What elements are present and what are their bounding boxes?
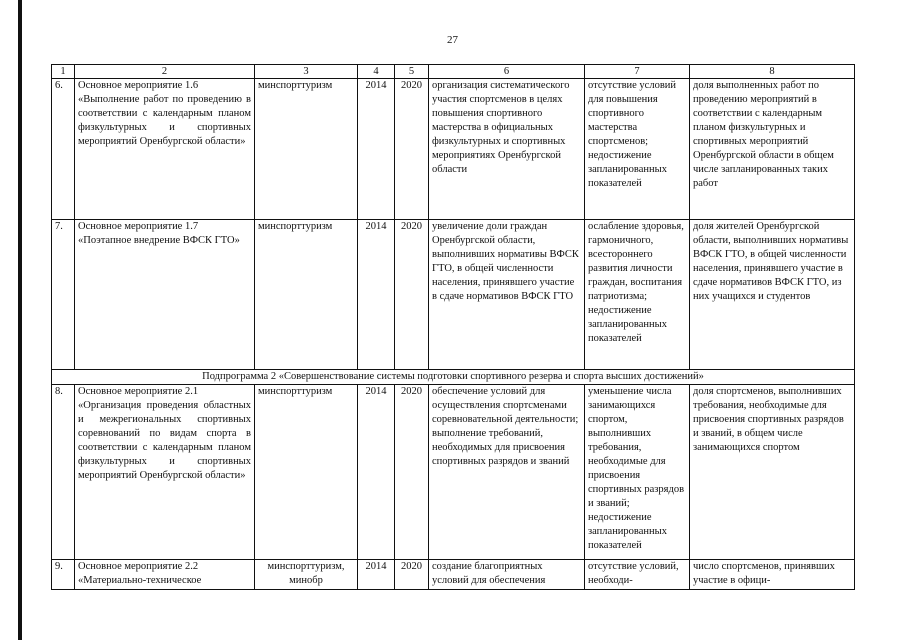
table-row	[52, 220, 855, 370]
column-header: 3	[255, 65, 358, 79]
indicator-text: число спортсменов, принявших участие в офици-	[693, 561, 835, 586]
table-row	[52, 79, 855, 220]
column-header: 1	[52, 65, 75, 79]
measure-cell	[75, 385, 255, 560]
result-cell	[429, 220, 585, 370]
indicator-cell	[690, 220, 855, 370]
consequences-text: ослабление здоровья, гармоничного, всестороннего развития личности граждан, воспитания патриотизма; недостижение запланированных показателей	[588, 221, 684, 344]
executor-text: минспорттуризм, минобр	[267, 561, 345, 586]
end-year-cell: 2020	[395, 560, 429, 590]
result-cell	[429, 79, 585, 220]
row-number: 7.	[52, 220, 75, 370]
measure-text: Основное мероприятие 1.7 «Поэтапное внедрение ВФСК ГТО»	[78, 221, 240, 246]
end-year-cell: 2020	[395, 79, 429, 220]
column-header: 2	[75, 65, 255, 79]
indicator-text: доля спортсменов, выполнивших требования, необходимые для присвоения спортивных разрядов и званий, в общем числе занимающихся спортом	[693, 386, 844, 453]
measure-text: Основное мероприятие 1.6 «Выполнение работ по проведению в соответствии с календарным планом физкультурных и спортивных мероприятий Оренбургской области»	[78, 80, 251, 147]
column-header: 6	[429, 65, 585, 79]
measures-table	[51, 64, 855, 590]
subprogram-heading: Подпрограмма 2 «Совершенствование системы подготовки спортивного резерва и спорта высших достижений»	[52, 370, 855, 385]
scan-edge-bar	[18, 0, 22, 640]
executor-cell	[255, 385, 358, 560]
measure-cell	[75, 79, 255, 220]
measure-cell	[75, 560, 255, 590]
consequences-cell	[585, 79, 690, 220]
result-cell	[429, 560, 585, 590]
column-numbers-row	[52, 65, 855, 79]
indicator-text: доля жителей Оренбургской области, выполнивших нормативы ВФСК ГТО, в общей численности населения, принявшего участие в сдаче нормативов ВФСК ГТО, из них учащихся и студентов	[693, 221, 849, 302]
end-year-cell: 2020	[395, 385, 429, 560]
column-header: 4	[358, 65, 395, 79]
start-year-cell: 2014	[358, 220, 395, 370]
result-text: обеспечение условий для осуществления спортсменами соревновательной деятельности; выполнение требований, необходимых для присвоения спортивных разрядов и званий	[432, 386, 579, 467]
indicator-text: доля выполненных работ по проведению мероприятий в соответствии с календарным планом физкультурных и спортивных мероприятий Оренбургской области в общем числе запланированных таких работ	[693, 80, 834, 189]
executor-text: минспорттуризм	[258, 221, 333, 232]
indicator-cell	[690, 560, 855, 590]
measure-text: Основное мероприятие 2.2 «Материально-техническое	[78, 561, 202, 586]
consequences-cell	[585, 220, 690, 370]
measure-text: Основное мероприятие 2.1 «Организация проведения областных и межрегиональных спортивных соревнований по видам спорта в соответствии с календарным планом физкультурных и спортивных мероприятий Оренбургской области»	[78, 386, 251, 481]
column-header: 5	[395, 65, 429, 79]
consequences-text: отсутствие условий, необходи-	[588, 561, 679, 586]
result-text: создание благоприятных условий для обеспечения	[432, 561, 546, 586]
row-number: 9.	[52, 560, 75, 590]
executor-cell	[255, 560, 358, 590]
indicator-cell	[690, 385, 855, 560]
table-row	[52, 385, 855, 560]
page-number: 27	[447, 34, 458, 46]
table-row	[52, 560, 855, 590]
consequences-cell	[585, 385, 690, 560]
indicator-cell	[690, 79, 855, 220]
row-number: 8.	[52, 385, 75, 560]
result-cell	[429, 385, 585, 560]
column-header: 8	[690, 65, 855, 79]
measure-cell	[75, 220, 255, 370]
consequences-text: уменьшение числа занимающихся спортом, выполнивших требования, необходимые для присвоения спортивных разрядов и званий; недостижение запланированных показателей	[588, 386, 685, 551]
start-year-cell: 2014	[358, 79, 395, 220]
executor-text: минспорттуризм	[258, 386, 333, 397]
start-year-cell: 2014	[358, 385, 395, 560]
consequences-cell	[585, 560, 690, 590]
consequences-text: отсутствие условий для повышения спортивного мастерства спортсменов; недостижение запланированных показателей	[588, 80, 677, 189]
executor-cell	[255, 220, 358, 370]
end-year-cell: 2020	[395, 220, 429, 370]
row-number: 6.	[52, 79, 75, 220]
executor-cell	[255, 79, 358, 220]
start-year-cell: 2014	[358, 560, 395, 590]
result-text: организация систематического участия спортсменов в целях повышения спортивного мастерства в официальных физкультурных и спортивных мероприятиях Оренбургской области	[432, 80, 570, 175]
result-text: увеличение доли граждан Оренбургской области, выполнивших нормативы ВФСК ГТО, в общей численности населения, принявшего участие в сдаче нормативов ВФСК ГТО	[432, 221, 579, 302]
executor-text: минспорттуризм	[258, 80, 333, 91]
subprogram-row	[52, 370, 855, 385]
column-header: 7	[585, 65, 690, 79]
